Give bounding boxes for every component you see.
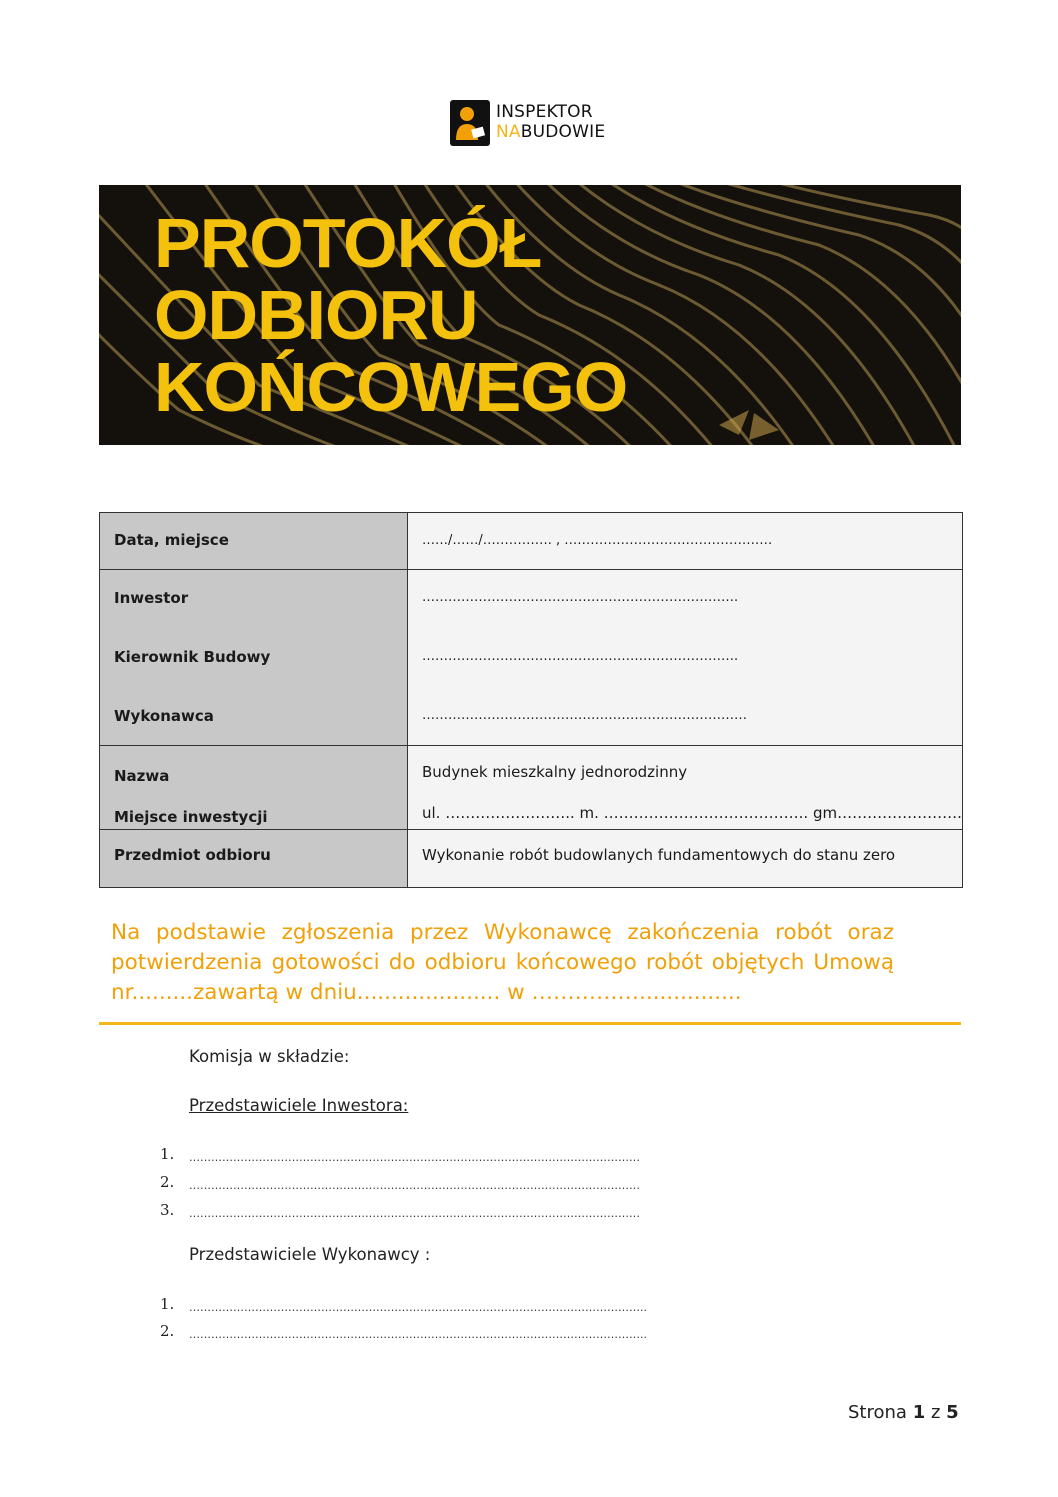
title-line-2: ODBIORU — [154, 276, 478, 354]
table-row — [100, 830, 963, 888]
contractor-reps-title: Przedstawiciele Wykonawcy : — [189, 1245, 431, 1264]
total-pages: 5 — [946, 1402, 959, 1423]
location-label: Miejsce inwestycji — [114, 808, 268, 826]
page-separator: z — [930, 1402, 941, 1423]
name-value: Budynek mieszkalny jednorodzinny — [422, 763, 688, 781]
commission-heading: Komisja w składzie: — [189, 1047, 350, 1066]
investor-rep-line[interactable]: …………………………………………………………………………………………………………… — [189, 1207, 640, 1220]
investor-rep-line[interactable]: …………………………………………………………………………………………………………… — [189, 1179, 640, 1192]
investor-rep-number: 2. — [160, 1173, 175, 1191]
logo-line-2-accent: NA — [496, 122, 521, 142]
investor-label: Inwestor — [114, 589, 189, 607]
investor-rep-line[interactable]: …………………………………………………………………………………………………………… — [189, 1151, 640, 1164]
subject-value: Wykonanie robót budowlanych fundamentowych do stanu zero — [422, 846, 896, 864]
table-row — [100, 513, 963, 570]
contractor-rep-line[interactable]: …………………………………………………………………………………………………………….. — [189, 1301, 647, 1314]
logo-line-1: INSPEKTOR — [496, 102, 593, 122]
page-prefix: Strona — [848, 1402, 907, 1423]
info-table — [99, 512, 963, 888]
title-line-3: KOŃCOWEGO — [154, 348, 628, 426]
current-page: 1 — [912, 1402, 926, 1423]
contractor-rep-line[interactable]: …………………………………………………………………………………………………………….. — [189, 1328, 647, 1341]
date-value-cell[interactable] — [408, 513, 963, 570]
date-label: Data, miejsce — [114, 531, 229, 549]
table-row — [100, 570, 963, 746]
date-value: ……/……/……………. , ………………………………………… — [422, 533, 773, 548]
contractor-rep-number: 2. — [160, 1322, 175, 1340]
table-row — [100, 746, 963, 830]
name-value-cell[interactable] — [408, 746, 963, 830]
name-label-cell — [100, 746, 408, 830]
intro-paragraph: Na podstawie zgłoszenia przez Wykonawcę zakończenia robót oraz potwierdzenia gotowości do odbioru końcowego robót objętych Umową nr.........zawartą w dniu..................... w ……………............... — [111, 920, 894, 1005]
investor-rep-number: 1. — [160, 1145, 175, 1163]
title-banner — [99, 185, 961, 445]
page-number — [848, 1402, 959, 1423]
inspector-logo-icon — [450, 100, 490, 146]
subject-value-cell[interactable] — [408, 830, 963, 888]
title-line-1: PROTOKÓŁ — [154, 204, 542, 282]
contractor-value: ………………………………………………………………… — [422, 708, 747, 723]
contractor-label: Wykonawca — [114, 707, 214, 725]
contractor-rep-number: 1. — [160, 1295, 175, 1313]
investor-reps-title: Przedstawiciele Inwestora: — [189, 1096, 409, 1115]
investor-value: ………………………………………………………………. — [422, 590, 739, 605]
date-label-cell — [100, 513, 408, 570]
logo-wordmark — [496, 102, 605, 142]
people-value-cell[interactable] — [408, 570, 963, 746]
company-logo — [450, 100, 620, 148]
subject-label-cell — [100, 830, 408, 888]
investor-rep-number: 3. — [160, 1201, 175, 1219]
manager-label: Kierownik Budowy — [114, 648, 271, 666]
manager-value: ………………………………………………………………. — [422, 649, 739, 664]
divider-line — [99, 1022, 961, 1025]
document-title — [154, 204, 628, 426]
people-label-cell — [100, 570, 408, 746]
name-label: Nazwa — [114, 767, 170, 785]
logo-line-2: BUDOWIE — [520, 122, 606, 142]
subject-label: Przedmiot odbioru — [114, 846, 271, 864]
location-value: ul. …………………….. m. ………………………………….. gm……………………. — [422, 804, 962, 822]
